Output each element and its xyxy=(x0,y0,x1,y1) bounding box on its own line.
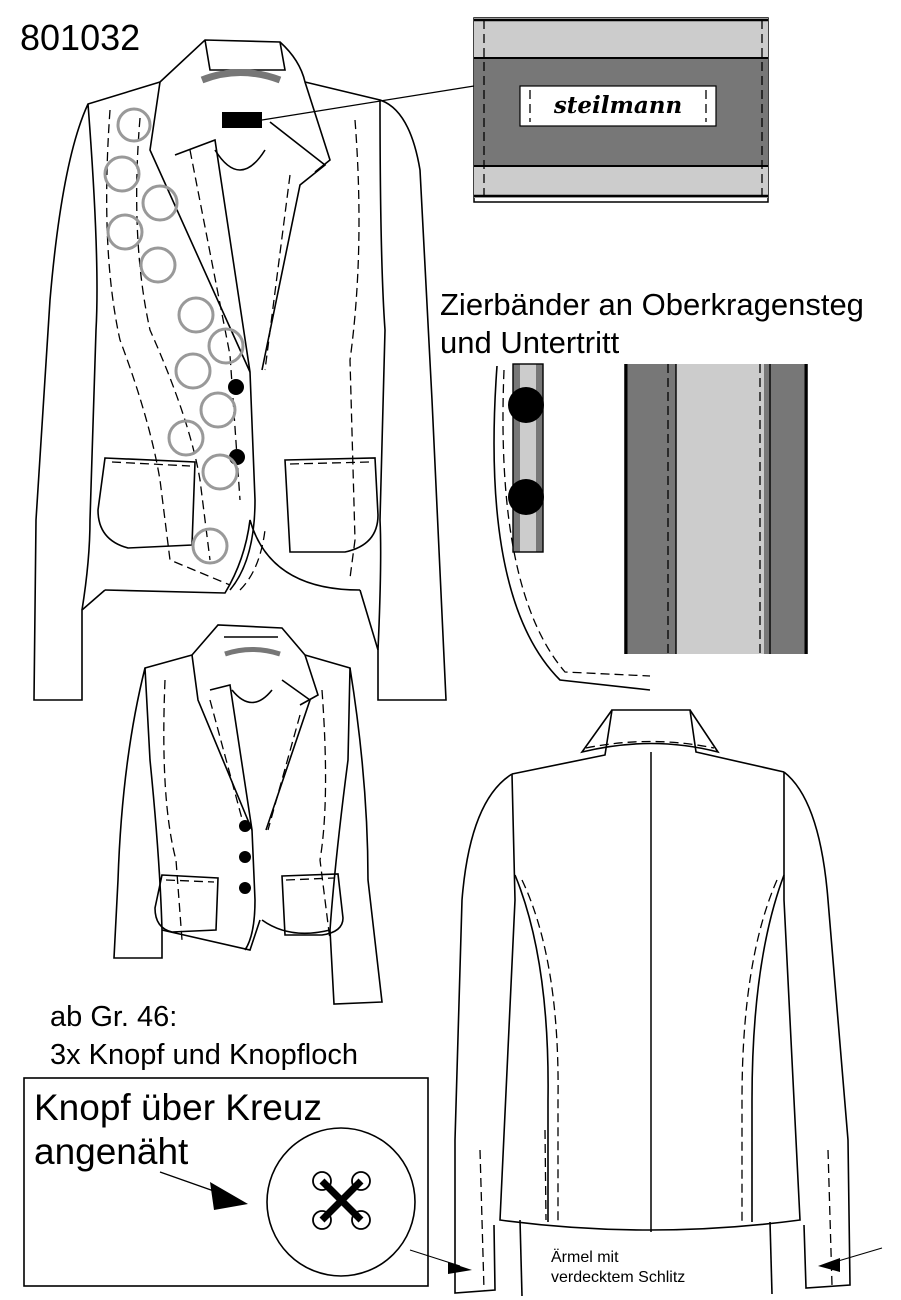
sleeve-note xyxy=(551,1248,685,1288)
decor-tape-detail xyxy=(494,364,808,690)
decor-tapes-note-line-2: und Untertritt xyxy=(440,325,620,360)
style-code: 801032 xyxy=(20,17,141,58)
jacket-back xyxy=(410,710,882,1296)
size-note-line-2: 3x Knopf und Knopfloch xyxy=(50,1039,358,1071)
size-note-line-1: ab Gr. 46: xyxy=(50,1001,178,1033)
sleeve-note-line-1: Ärmel mit xyxy=(551,1249,619,1266)
button-box-title-line-2: angenäht xyxy=(34,1131,189,1172)
jacket-front-large xyxy=(34,40,474,700)
decor-tapes-note-line-1: Zierbänder an Oberkragensteg xyxy=(440,287,864,322)
button-box-title-line-1: Knopf über Kreuz xyxy=(34,1087,322,1128)
sleeve-note-line-2: verdecktem Schlitz xyxy=(551,1269,686,1286)
size-note xyxy=(50,998,358,1074)
button-box-title xyxy=(34,1086,322,1174)
jacket-front-small xyxy=(114,625,382,1004)
decor-tapes-note xyxy=(440,286,864,362)
brand-label: steilmann xyxy=(553,92,683,119)
